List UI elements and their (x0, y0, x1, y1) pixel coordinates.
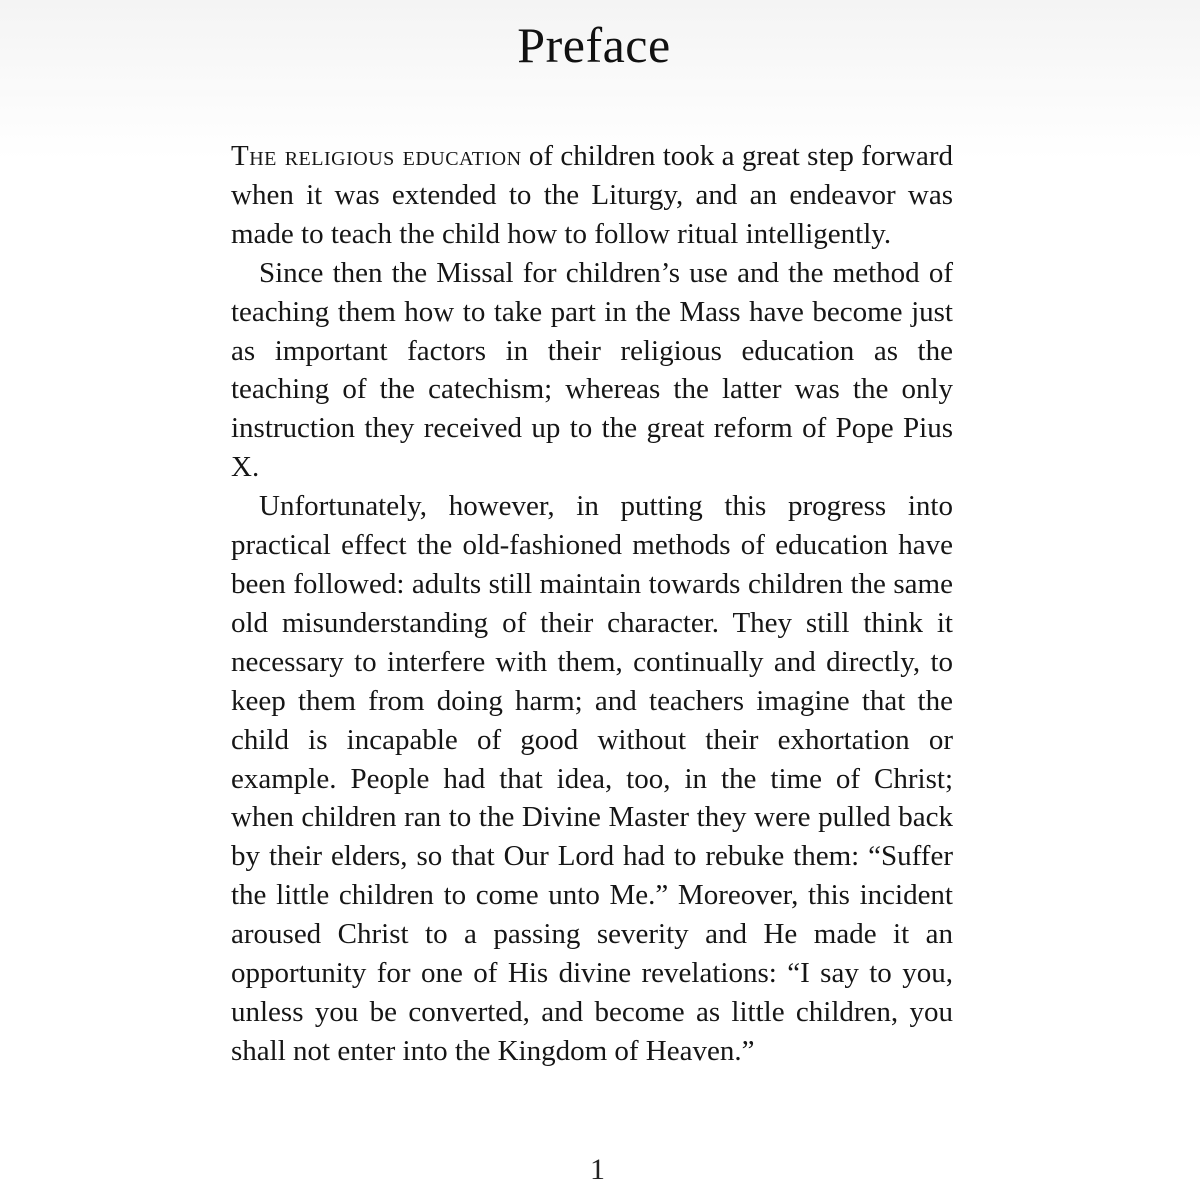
paragraph-lead-in: The religious education (231, 140, 522, 172)
paragraph-1-text: of children took a great step forward when it was extended to the Liturgy, and an endeavor was made to teach the child how to follow ritual intelligently. (231, 140, 953, 250)
paragraph-2: Since then the Missal for children’s use and the method of teaching them how to take part in the Mass have become just as important factors in their religious education as the teaching of the catechism; whereas the latter was the only instruction they received up to the great reform of Pope Pius X. (231, 256, 953, 484)
page-title: Preface (517, 17, 671, 73)
preface-body (231, 137, 953, 1071)
paragraph-1 (231, 137, 953, 254)
paragraph-3: Unfortunately, however, in putting this progress into practical effect the old-fashioned methods of education have been followed: adults still maintain towards children the same old misunderstanding of their character. They still think it necessary to interfere with them, continually and directly, to keep them from doing harm; and teachers imagine that the child is incapable of good without their exhortation or example. People had that idea, too, in the time of Christ; when children ran to the Divine Master they were pulled back by their elders, so that Our Lord had to rebuke them: “Suffer the little children to come unto Me.” Moreover, this incident aroused Christ to a passing severity and He made it an opportunity for one of His divine revelations: “I say to you, unless you be converted, and become as little children, you shall not enter into the Kingdom of Heaven.” (231, 490, 953, 1067)
page-number: 1 (590, 1153, 605, 1186)
